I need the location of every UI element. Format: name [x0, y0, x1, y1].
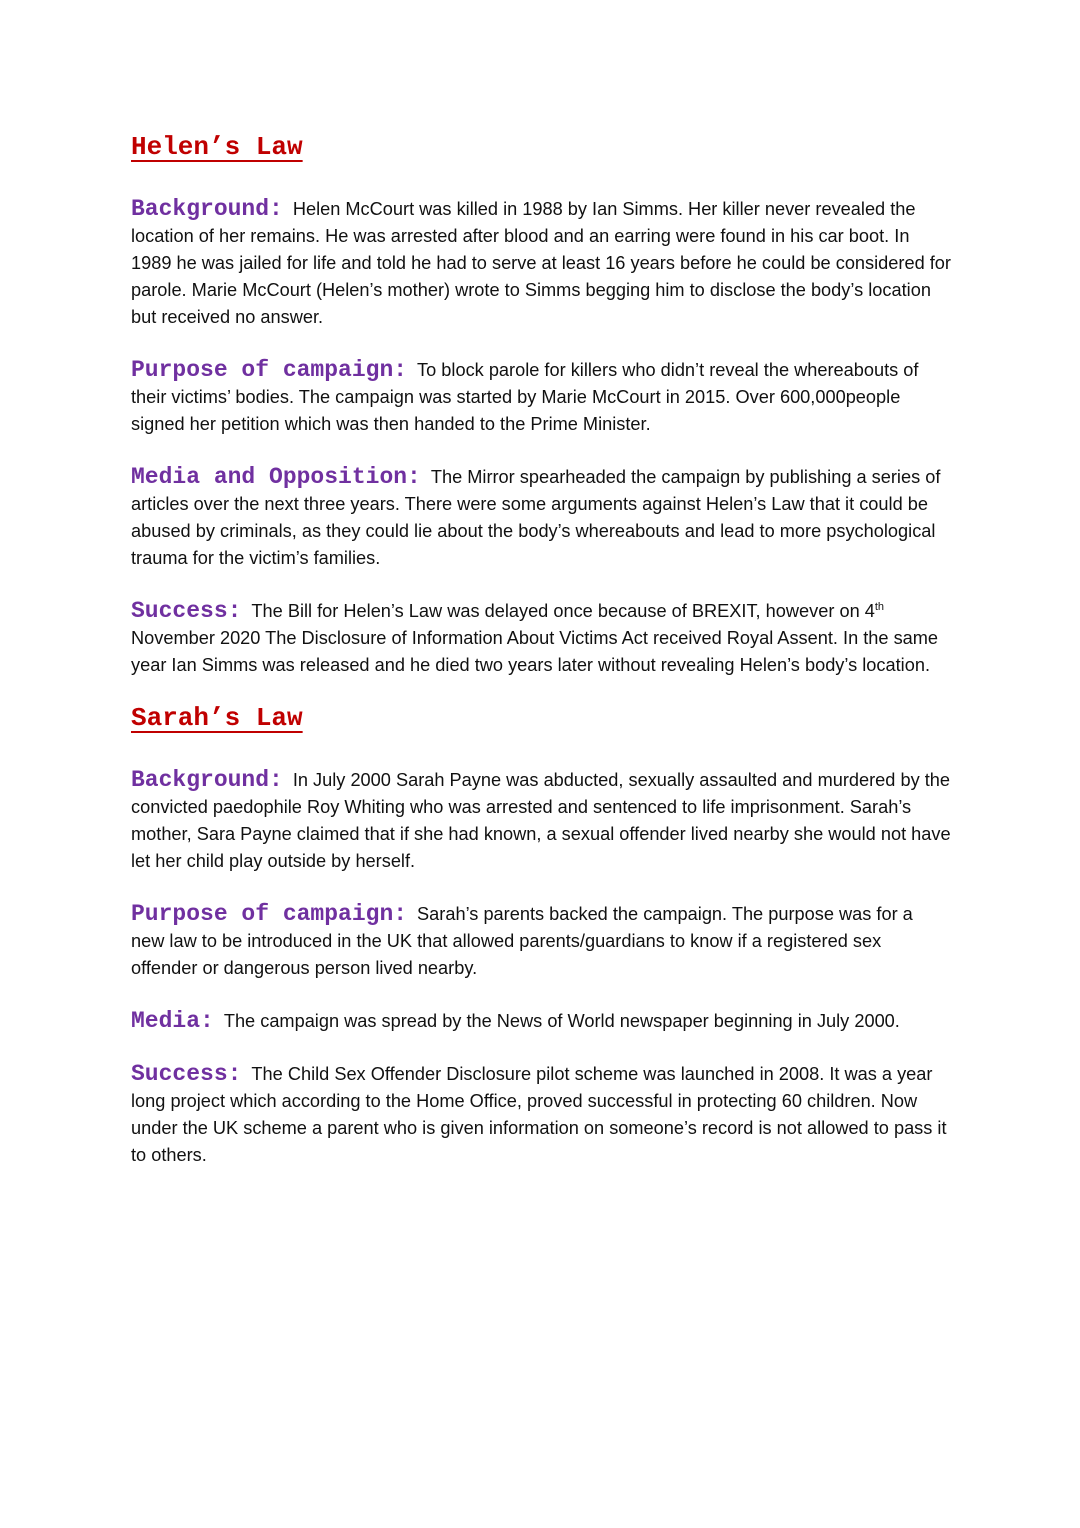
paragraph-text-continued: November 2020 The Disclosure of Information About Victims Act received Royal Assent. In the same year Ian Simms was released and he died two years later without revealing Helen’s body’s location.: [131, 628, 939, 675]
paragraph-label: Success:: [131, 1061, 242, 1087]
paragraph-text: Sarah’s parents backed the campaign. The purpose was for a new law to be introduced in the UK that allowed parents/guardians to know if a registered sex offender or dangerous person lived nearby.: [131, 904, 913, 978]
section-title-helens-law: Helen’s Law: [131, 132, 303, 162]
ordinal-suffix: th: [874, 600, 885, 613]
document-page: [131, 128, 951, 1169]
section-title-sarahs-law: Sarah’s Law: [131, 703, 303, 733]
paragraph-text: The Bill for Helen’s Law was delayed once because of BREXIT, however on 4: [251, 601, 875, 621]
sarah-purpose-paragraph: [131, 901, 951, 982]
paragraph-text: Helen McCourt was killed in 1988 by Ian Simms. Her killer never revealed the location of her remains. He was arrested after blood and an earring were found in his car boot. In 1989 he was jailed for life and told he had to serve at least 16 years before he could be considered for parole. Marie McCourt (Helen’s mother) wrote to Simms begging him to disclose the body’s location but received no answer.: [131, 199, 951, 327]
paragraph-label: Media:: [131, 1008, 214, 1034]
helen-success-paragraph: [131, 598, 951, 679]
sarah-media-paragraph: [131, 1008, 921, 1035]
helen-background-paragraph: [131, 196, 951, 331]
helen-purpose-paragraph: [131, 357, 951, 438]
helen-media-paragraph: [131, 464, 951, 572]
sarah-success-paragraph: [131, 1061, 951, 1169]
paragraph-text: To block parole for killers who didn’t reveal the whereabouts of their victims’ bodies. The campaign was started by Marie McCourt in 2015. Over 600,000people signed her petition which was then handed to the Prime Minister.: [131, 360, 919, 434]
paragraph-label: Purpose of campaign:: [131, 901, 408, 927]
paragraph-label: Media and Opposition:: [131, 464, 421, 490]
paragraph-label: Background:: [131, 196, 283, 222]
sarah-background-paragraph: [131, 767, 951, 875]
paragraph-label: Success:: [131, 598, 242, 624]
paragraph-label: Purpose of campaign:: [131, 357, 408, 383]
paragraph-text: The Mirror spearheaded the campaign by publishing a series of articles over the next three years. There were some arguments against Helen’s Law that it could be abused by criminals, as they could lie about the body’s whereabouts and lead to more psychological trauma for the victim’s families.: [131, 467, 941, 568]
paragraph-text: In July 2000 Sarah Payne was abducted, sexually assaulted and murdered by the convicted paedophile Roy Whiting who was arrested and sentenced to life imprisonment. Sarah’s mother, Sara Payne claimed that if she had known, a sexual offender lived nearby she would not have let her child play outside by herself.: [131, 770, 951, 871]
paragraph-text: The campaign was spread by the News of World newspaper beginning in July 2000.: [223, 1011, 900, 1031]
paragraph-text: The Child Sex Offender Disclosure pilot scheme was launched in 2008. It was a year long project which according to the Home Office, proved successful in protecting 60 children. Now under the UK scheme a parent who is given information on someone’s record is not allowed to pass it to others.: [131, 1064, 947, 1165]
paragraph-label: Background:: [131, 767, 283, 793]
